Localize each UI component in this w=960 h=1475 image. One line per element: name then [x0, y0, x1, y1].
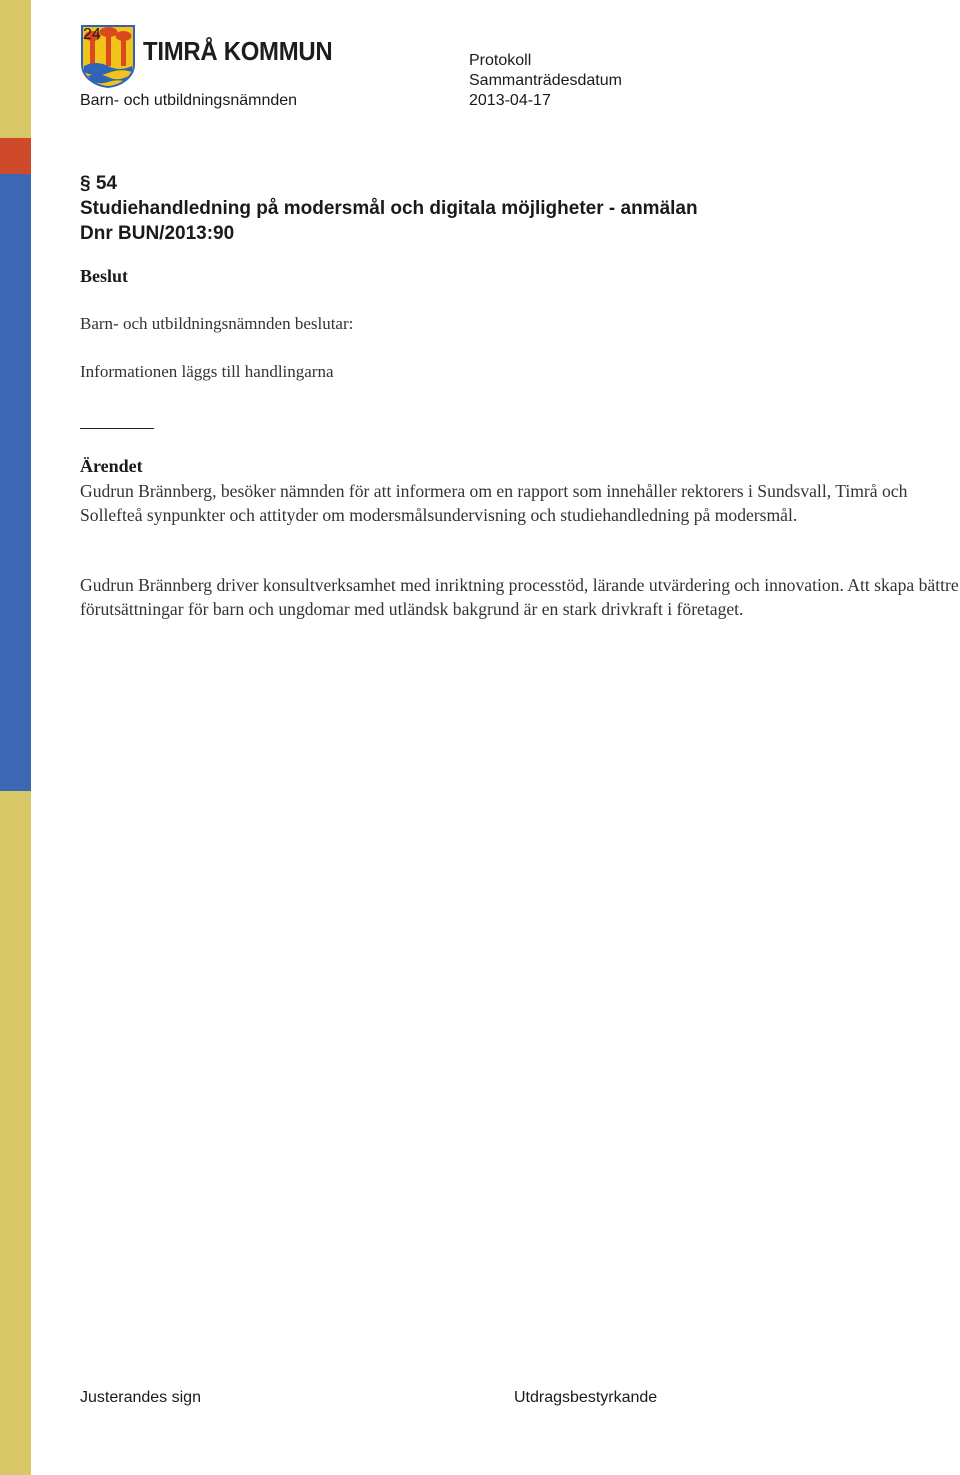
section-title: Studiehandledning på modersmål och digitala möjligheter - anmälan — [80, 198, 698, 219]
color-sidebar — [0, 0, 31, 1475]
footer-signature-label: Justerandes sign — [80, 1389, 201, 1406]
decision-text: Informationen läggs till handlingarna — [80, 362, 334, 381]
meeting-date: 2013-04-17 — [469, 92, 551, 109]
committee-name: Barn- och utbildningsnämnden — [80, 92, 298, 109]
matter-paragraph-1: Gudrun Brännberg, besöker nämnden för att informera om en rapport som innehåller rektorers i Sundsvall, Timrå och Sollefteå synpunkter och attityder om modersmålsundervisning och studiehandledning på modersmål. — [80, 481, 908, 525]
footer-certification-label: Utdragsbestyrkande — [514, 1389, 658, 1406]
document-type: Protokoll — [469, 52, 532, 69]
sidebar-yellow-bottom — [0, 791, 31, 1475]
sidebar-blue — [0, 174, 31, 791]
sidebar-red — [0, 138, 31, 174]
municipality-name: TIMRÅ KOMMUN — [143, 36, 333, 66]
meeting-date-label: Sammanträdesdatum — [469, 72, 622, 89]
section-divider — [80, 428, 154, 429]
matter-heading: Ärendet — [80, 456, 143, 476]
matter-paragraph-2: Gudrun Brännberg driver konsultverksamhet med inriktning processtöd, lärande utvärdering och innovation. Att skapa bättre förutsättningar för barn och ungdomar med utländsk bakgrund är en stark drivkraft i företaget. — [80, 575, 959, 619]
section-number: § 54 — [80, 173, 117, 194]
page-number: 24 — [83, 26, 101, 43]
diary-number: Dnr BUN/2013:90 — [80, 223, 235, 244]
sidebar-yellow-top — [0, 0, 31, 138]
decision-heading: Beslut — [80, 266, 129, 286]
decision-intro: Barn- och utbildningsnämnden beslutar: — [80, 314, 354, 333]
